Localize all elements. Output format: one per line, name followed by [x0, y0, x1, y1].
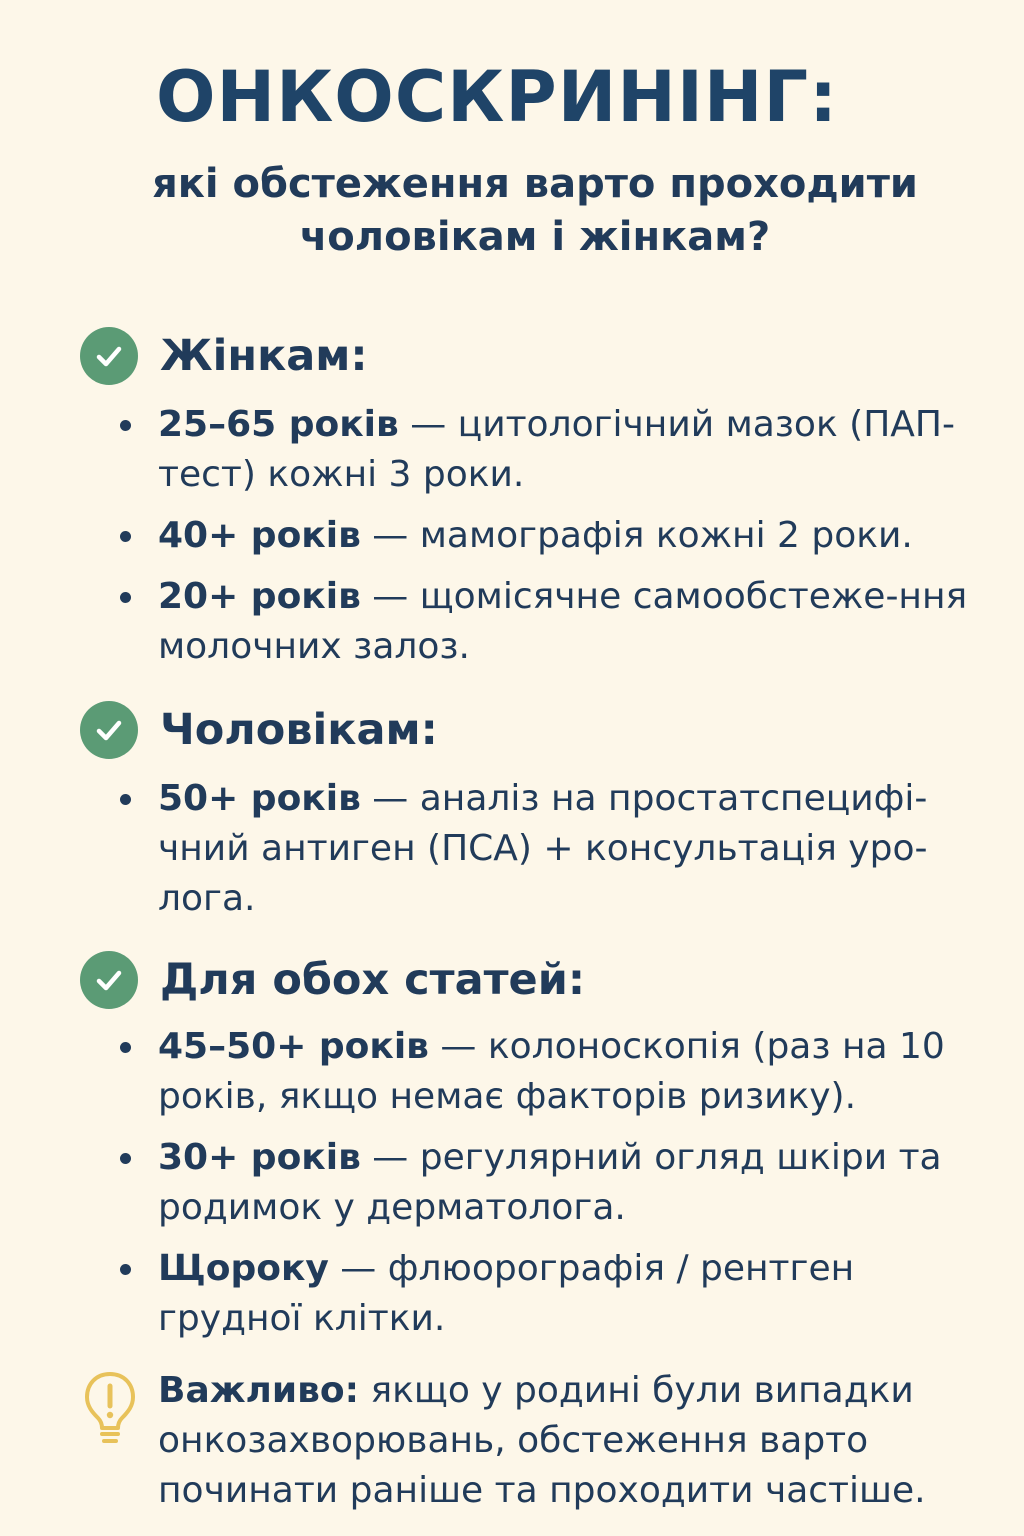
both-list — [118, 1022, 998, 1355]
list-item — [118, 774, 998, 924]
item-age: 30+ років — [158, 1137, 361, 1178]
section-men-title: Чоловікам: — [160, 705, 438, 755]
lightbulb-icon — [80, 1368, 140, 1516]
men-list — [118, 774, 998, 935]
list-item — [118, 400, 998, 500]
item-age: 25–65 років — [158, 404, 399, 445]
section-men-heading — [80, 701, 438, 759]
item-text: — цитологічний мазок (ПАП-тест) кожні 3 роки. — [158, 404, 955, 495]
subtitle-line-1: які обстеження варто проходити — [152, 161, 918, 207]
note-label: Важливо: — [158, 1370, 360, 1411]
list-item — [118, 1022, 998, 1122]
women-list — [118, 400, 998, 683]
section-women-heading — [80, 327, 368, 385]
important-note — [80, 1366, 1010, 1516]
item-text: — мамографія кожні 2 роки. — [360, 515, 913, 556]
section-women-title: Жінкам: — [160, 331, 368, 381]
item-age: Щороку — [158, 1248, 329, 1289]
list-item — [118, 1133, 998, 1233]
note-text — [158, 1366, 1010, 1516]
list-item — [118, 511, 998, 561]
page-subtitle — [100, 158, 970, 264]
check-circle-icon — [80, 701, 138, 759]
item-age: 45–50+ років — [158, 1026, 429, 1067]
item-text: — регулярний огляд шкіри та родимок у дерматолога. — [158, 1137, 942, 1228]
note-body: якщо у родині були випадки онкозахворювань, обстеження варто починати раніше та проходити частіше. — [158, 1370, 926, 1511]
item-text: — щомісячне самообстеже-ння молочних залоз. — [158, 576, 968, 667]
section-both-heading — [80, 951, 585, 1009]
subtitle-line-2: чоловікам і жінкам? — [299, 214, 771, 260]
item-text: — аналіз на простатспецифі-чний антиген (ПСА) + консультація уро-лога. — [158, 778, 928, 919]
item-text: — флюорографія / рентген грудної клітки. — [158, 1248, 855, 1339]
list-item — [118, 1244, 998, 1344]
list-item — [118, 572, 998, 672]
page-title: ОНКОСКРИНІНГ: — [156, 56, 839, 138]
item-age: 50+ років — [158, 778, 361, 819]
check-circle-icon — [80, 327, 138, 385]
check-circle-icon — [80, 951, 138, 1009]
item-age: 20+ років — [158, 576, 361, 617]
item-age: 40+ років — [158, 515, 361, 556]
item-text: — колоноскопія (раз на 10 років, якщо немає факторів ризику). — [158, 1026, 945, 1117]
section-both-title: Для обох статей: — [160, 955, 586, 1005]
